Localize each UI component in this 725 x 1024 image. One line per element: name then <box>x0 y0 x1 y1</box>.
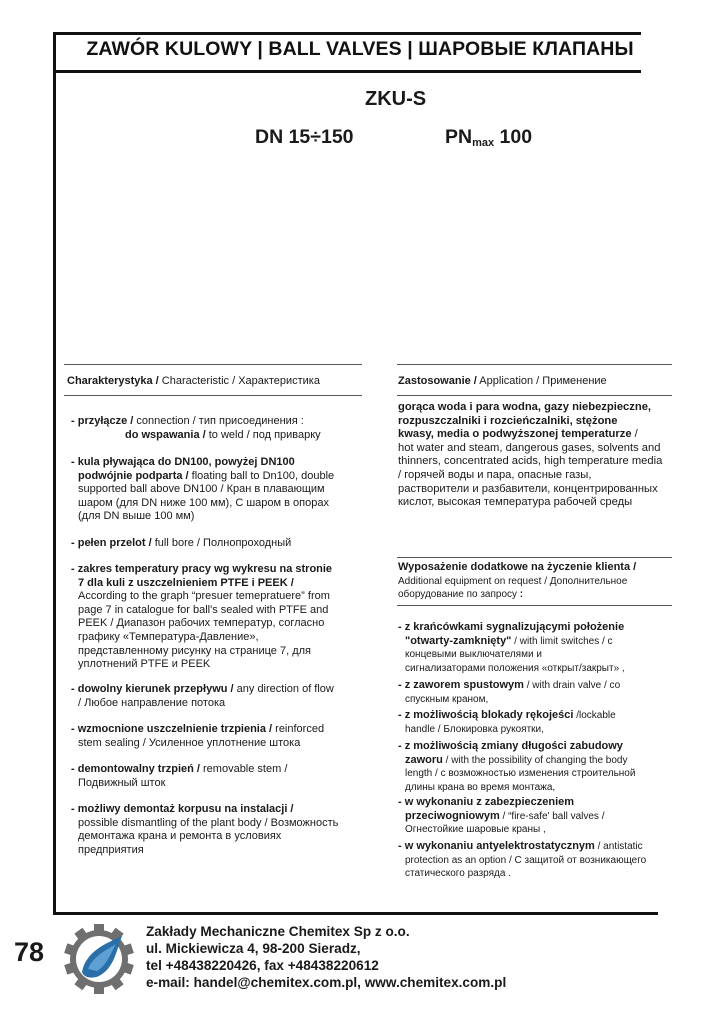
equipment-item-limit-switches: - z krańcówkami sygnalizującymi położenie "otwarty-zamknięty" / with limit switches / с концевыми выключателями и сигнализаторами положения «открыт/закрыт» , <box>398 621 625 674</box>
characteristic-rule-top <box>64 364 362 365</box>
footer-rule <box>53 912 658 915</box>
equipment-rule-bottom <box>397 605 672 606</box>
header-rule-bottom <box>53 70 641 73</box>
equipment-rule-top <box>397 557 672 558</box>
equipment-item-lockable-handle: - z możliwością blokady rękojeści /lockable handle / Блокировка рукоятки, <box>398 709 616 735</box>
characteristic-item-stem-sealing: - wzmocnione uszczelnienie trzpienia / reinforced stem sealing / Усиленное уплотнение штока <box>71 723 325 749</box>
characteristic-heading: Charakterystyka / Characteristic / Характеристика <box>67 375 320 387</box>
left-border-line <box>53 32 56 912</box>
page-title: ZAWÓR KULOWY | BALL VALVES | ШАРОВЫЕ КЛАПАНЫ <box>86 38 634 60</box>
header-rule <box>53 32 641 35</box>
equipment-item-drain-valve: - z zaworem spustowym / with drain valve / со спускным краном, <box>398 679 621 705</box>
equipment-item-body-length: - z możliwością zmiany długości zabudowy zaworu / with the possibility of changing the body length / с возможностью изменения строительной длины крана во время монтажа, <box>398 740 636 793</box>
characteristic-rule-bottom <box>64 395 362 396</box>
equipment-item-fire-safe: - w wykonaniu z zabezpieczeniem przeciwogniowym / “fire-safe' ball valves / Огнестойкие шаровые краны , <box>398 796 605 836</box>
company-phone: tel +48438220426, fax +48438220612 <box>146 958 379 973</box>
company-address: ul. Mickiewicza 4, 98-200 Sieradz, <box>146 941 361 956</box>
characteristic-item-ball: - kula pływająca do DN100, powyżej DN100 podwójnie podparta / floating ball to Dn100, double supported ball above DN100 / Кран в плавающим шаром (для DN ниже 100 мм), С шаром в опорах (для DN выше 100 мм) <box>71 456 335 523</box>
application-text: gorąca woda i para wodna, gazy niebezpieczne, rozpuszczalniki i rozcieńczalniki, stężone kwasy, media o podwyższonej temperaturze / hot water and steam, dangerous gases, solvents and thinners, concentrated acids, high temperature media / горячей воды и пара, опасные газы, растворители и разбавители, концентрированных кислот, высокая температура рабочей среды <box>398 401 663 509</box>
page-number: 78 <box>14 937 45 967</box>
equipment-item-antistatic: - w wykonaniu antyelektrostatycznym / antistatic protection as an option / С защитой от возникающего статического разряда . <box>398 840 647 880</box>
characteristic-item-removable-stem: - demontowalny trzpień / removable stem / Подвижный шток <box>71 763 288 789</box>
equipment-heading: Wyposażenie dodatkowe na życzenie klienta / Additional equipment on request / Дополнительное оборудование по запросу : <box>398 561 637 601</box>
application-rule-bottom <box>397 395 672 396</box>
company-name: Zakłady Mechaniczne Chemitex Sp z o.o. <box>146 924 410 939</box>
characteristic-item-temperature: - zakres temperatury pracy wg wykresu na stronie 7 dla kuli z uszczelnieniem PTFE i PEEK / According to the graph “presuer temepratuere” from page 7 in catalogue for ball's sealed with PTFE and PEEK / Диапазон рабочих температур, согласно графику «Температура-Давление», представленному рисунку на странице 7, для уплотнений PTFE и PEEK <box>71 563 333 671</box>
company-info <box>146 923 506 991</box>
model-name: ZKU-S <box>365 88 427 110</box>
characteristic-item-connection: - przyłącze / connection / тип присоединения : do wspawania / to weld / под приварку <box>71 415 321 441</box>
company-email[interactable]: e-mail: handel@chemitex.com.pl, www.chemitex.com.pl <box>146 975 507 990</box>
nominal-pressure: $PN_{max}$ 100 <box>445 126 533 149</box>
nominal-diameter: DN 15÷150 <box>255 126 354 148</box>
characteristic-item-dismantling: - możliwy demontaż korpusu na instalacji / possible dismantling of the plant body / Возможность демонтажа крана и ремонта в условиях предприятия <box>71 803 339 856</box>
characteristic-item-full-bore: - pełen przelot / full bore / Полнопроходный <box>71 537 292 549</box>
application-rule-top <box>397 364 672 365</box>
characteristic-item-flow: - dowolny kierunek przepływu / any direction of flow / Любое направление потока <box>71 683 334 709</box>
application-heading: Zastosowanie / Application / Применение <box>398 375 607 387</box>
chemitex-logo-icon <box>64 922 134 996</box>
